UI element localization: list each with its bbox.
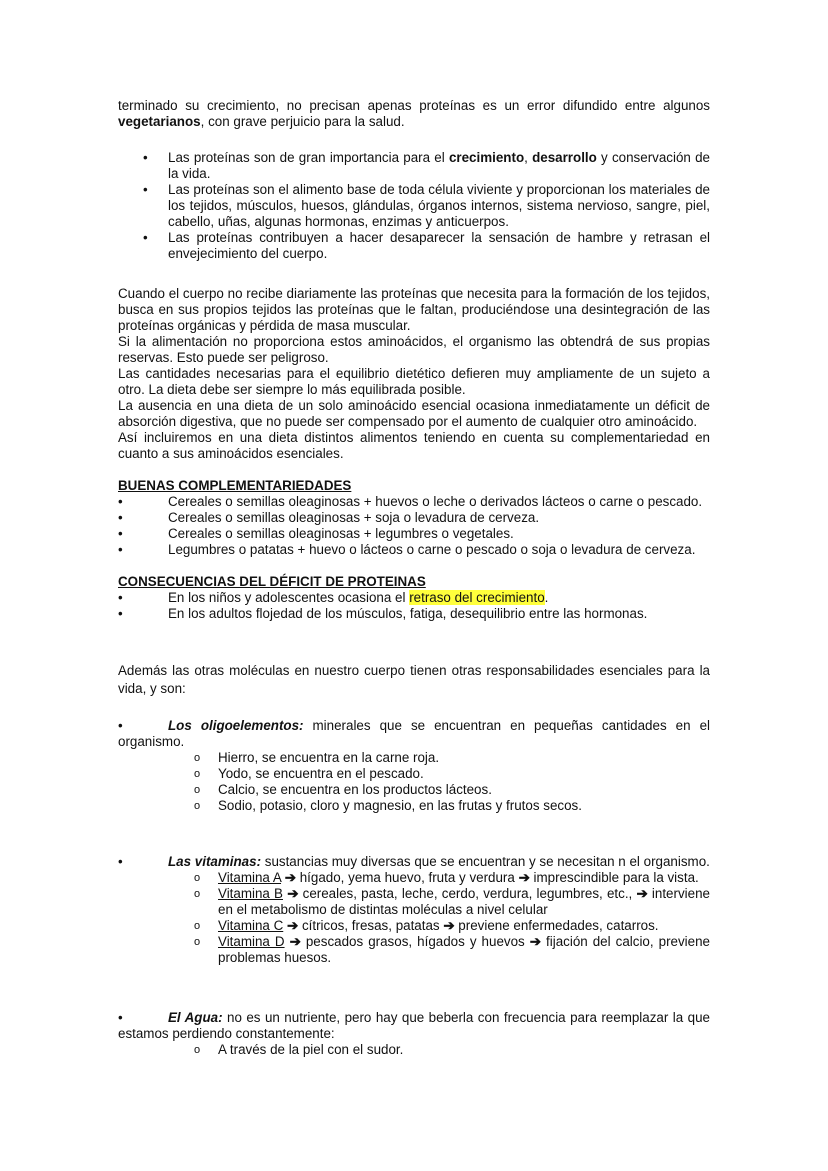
paragraph: La ausencia en una dieta de un solo aminoácido esencial ocasiona inmediatamente un déficit de absorción digestiva, que no puede ser compensado por el aumento de cualquier otro aminoácido. xyxy=(118,398,710,429)
item-text: Cereales o semillas oleaginosas + soja o levadura de cerveza. xyxy=(168,510,540,525)
vitamin-name: Vitamina D xyxy=(218,934,285,949)
item-bold: crecimiento xyxy=(448,150,525,165)
bullet-icon: • xyxy=(118,606,123,621)
highlighted-text: retraso del crecimiento xyxy=(409,590,545,605)
oligo-desc: minerales que se encuentran en pequeñas cantidades en el organismo. xyxy=(118,718,710,749)
section-heading: CONSECUENCIAS DEL DÉFICIT DE PROTEINAS xyxy=(118,574,426,589)
item-text: Las proteínas son el alimento base de toda célula viviente y proporcionan los materiales de los tejidos, músculos, huesos, glándulas, órganos internos, sistema nervioso, sangre, piel, cabello, uñas, algunas hormonas, enzimas y anticuerpos. xyxy=(168,182,710,229)
item-text: Legumbres o patatas + huevo o lácteos o carne o pescado o soja o levadura de cerveza. xyxy=(168,542,696,557)
bullet-icon: • xyxy=(143,230,148,245)
item-text: . xyxy=(544,590,549,605)
paragraph: Así incluiremos en una dieta distintos alimentos teniendo en cuenta su complementariedad en cuanto a sus aminoácidos esenciales. xyxy=(118,430,710,461)
bullet-icon: • xyxy=(118,494,123,509)
list-item xyxy=(118,750,710,766)
item-text: Hierro, se encuentra en la carne roja. xyxy=(218,750,440,765)
bullet-icon: • xyxy=(118,1010,123,1025)
vitaminas-title: Las vitaminas: xyxy=(168,854,262,869)
item-text: Yodo, se encuentra en el pescado. xyxy=(218,766,424,781)
item-text: A través de la piel con el sudor. xyxy=(218,1042,404,1057)
circle-bullet-icon: o xyxy=(194,1044,201,1056)
list-item xyxy=(118,606,710,622)
arrow-right-icon: ➔ xyxy=(443,918,455,933)
circle-bullet-icon: o xyxy=(194,784,201,796)
arrow-right-icon: ➔ xyxy=(518,870,530,885)
list-item xyxy=(118,526,710,542)
circle-bullet-icon: o xyxy=(194,920,201,932)
intro-paragraph xyxy=(118,98,710,130)
list-item xyxy=(118,230,710,262)
list-item xyxy=(118,886,710,918)
item-text: previene enfermedades, catarros. xyxy=(454,918,659,933)
item-text: imprescindible para la vista. xyxy=(529,870,699,885)
item-text: Las proteínas contribuyen a hacer desaparecer la sensación de hambre y retrasan el envejecimiento del cuerpo. xyxy=(168,230,710,261)
circle-bullet-icon: o xyxy=(194,936,201,948)
vitamin-name: Vitamina A xyxy=(218,870,282,885)
item-text: interviene en el metabolismo de distintas moléculas a nivel celular xyxy=(218,886,710,917)
intro-bold: vegetarianos xyxy=(118,114,201,129)
vitaminas-desc: sustancias muy diversas que se encuentran y se necesitan n el organismo. xyxy=(261,854,710,869)
oligo-lead xyxy=(118,718,710,750)
agua-title: El Agua: xyxy=(168,1010,223,1025)
arrow-right-icon: ➔ xyxy=(286,918,299,933)
vitaminas-section xyxy=(118,854,710,966)
item-text: En los adultos flojedad de los músculos, fatiga, desequilibrio entre las hormonas. xyxy=(168,606,648,621)
body-paragraphs xyxy=(118,286,710,462)
oligoelementos-section xyxy=(118,718,710,814)
paragraph: Si la alimentación no proporciona estos aminoácidos, el organismo las obtendrá de sus propias reservas. Esto puede ser peligroso. xyxy=(118,334,710,365)
item-text: fijación del calcio, previene problemas huesos. xyxy=(218,934,710,965)
circle-bullet-icon: o xyxy=(194,752,201,764)
list-item xyxy=(118,766,710,782)
agua-lead xyxy=(118,1010,710,1042)
arrow-right-icon: ➔ xyxy=(284,870,296,885)
bullet-icon: • xyxy=(118,526,123,541)
bullet-icon: • xyxy=(118,590,123,605)
arrow-right-icon: ➔ xyxy=(287,886,299,901)
list-item xyxy=(118,918,710,934)
circle-bullet-icon: o xyxy=(194,800,201,812)
complementariedades-section xyxy=(118,478,710,558)
item-text: Sodio, potasio, cloro y magnesio, en las frutas y frutos secos. xyxy=(218,798,582,813)
bullet-icon: • xyxy=(118,854,123,869)
bullet-icon: • xyxy=(118,510,123,525)
vitamin-name: Vitamina B xyxy=(218,886,283,901)
list-item xyxy=(118,494,710,510)
intro-text-end: , con grave perjuicio para la salud. xyxy=(200,114,405,129)
vitamin-name: Vitamina C xyxy=(218,918,284,933)
bullet-icon: • xyxy=(118,542,123,557)
item-text: Cereales o semillas oleaginosas + legumbres o vegetales. xyxy=(168,526,514,541)
agua-desc: no es un nutriente, pero hay que beberla con frecuencia para reemplazar la que estamos perdiendo constantemente: xyxy=(118,1010,710,1041)
list-item xyxy=(118,934,710,966)
item-text: Cereales o semillas oleaginosas + huevos o leche o derivados lácteos o carne o pescado. xyxy=(168,494,703,509)
item-text: pescados grasos, hígados y huevos xyxy=(300,934,530,949)
item-text: En los niños y adolescentes ocasiona el xyxy=(168,590,410,605)
paragraph: Cuando el cuerpo no recibe diariamente las proteínas que necesita para la formación de los tejidos, busca en sus propios tejidos las proteínas que le faltan, produciéndose una desintegración de las proteínas orgánicas y pérdida de masa muscular. xyxy=(118,286,710,333)
arrow-right-icon: ➔ xyxy=(529,934,541,949)
list-item xyxy=(118,870,710,886)
oligo-title: Los oligoelementos: xyxy=(168,718,304,733)
arrow-right-icon: ➔ xyxy=(636,886,648,901)
list-item xyxy=(118,782,710,798)
item-bold: desarrollo xyxy=(532,150,597,165)
document-page xyxy=(118,98,710,1058)
agua-section xyxy=(118,1010,710,1058)
item-text: cítricos, fresas, patatas xyxy=(298,918,444,933)
bullet-icon: • xyxy=(143,150,148,165)
list-item xyxy=(118,150,710,182)
arrow-right-icon: ➔ xyxy=(289,934,301,949)
item-text: cereales, pasta, leche, cerdo, verdura, legumbres, etc., xyxy=(298,886,637,901)
bullet-icon: • xyxy=(118,718,123,733)
vitaminas-lead xyxy=(118,854,710,870)
list-item xyxy=(118,510,710,526)
list-item xyxy=(118,590,710,606)
item-text: , xyxy=(524,150,533,165)
section-heading: BUENAS COMPLEMENTARIEDADES xyxy=(118,478,352,493)
item-text: y conservación de la vida. xyxy=(168,150,710,181)
bullet-icon: • xyxy=(143,182,148,197)
intro-text: terminado su crecimiento, no precisan apenas proteínas es un error difundido entre algunos xyxy=(118,98,710,113)
molecules-intro: Además las otras moléculas en nuestro cuerpo tienen otras responsabilidades esenciales para la vida, y son: xyxy=(118,663,710,696)
circle-bullet-icon: o xyxy=(194,768,201,780)
list-item xyxy=(118,182,710,230)
list-item xyxy=(118,1042,710,1058)
item-text: Calcio, se encuentra en los productos lácteos. xyxy=(218,782,492,797)
circle-bullet-icon: o xyxy=(194,888,201,900)
consecuencias-section xyxy=(118,574,710,622)
circle-bullet-icon: o xyxy=(194,872,201,884)
paragraph: Las cantidades necesarias para el equilibrio dietético defieren muy ampliamente de un sujeto a otro. La dieta debe ser siempre lo más equilibrada posible. xyxy=(118,366,710,397)
list-item xyxy=(118,798,710,814)
list-item xyxy=(118,542,710,558)
item-text: hígado, yema huevo, fruta y verdura xyxy=(296,870,519,885)
importance-list xyxy=(118,150,710,262)
item-text: Las proteínas son de gran importancia para el xyxy=(168,150,449,165)
